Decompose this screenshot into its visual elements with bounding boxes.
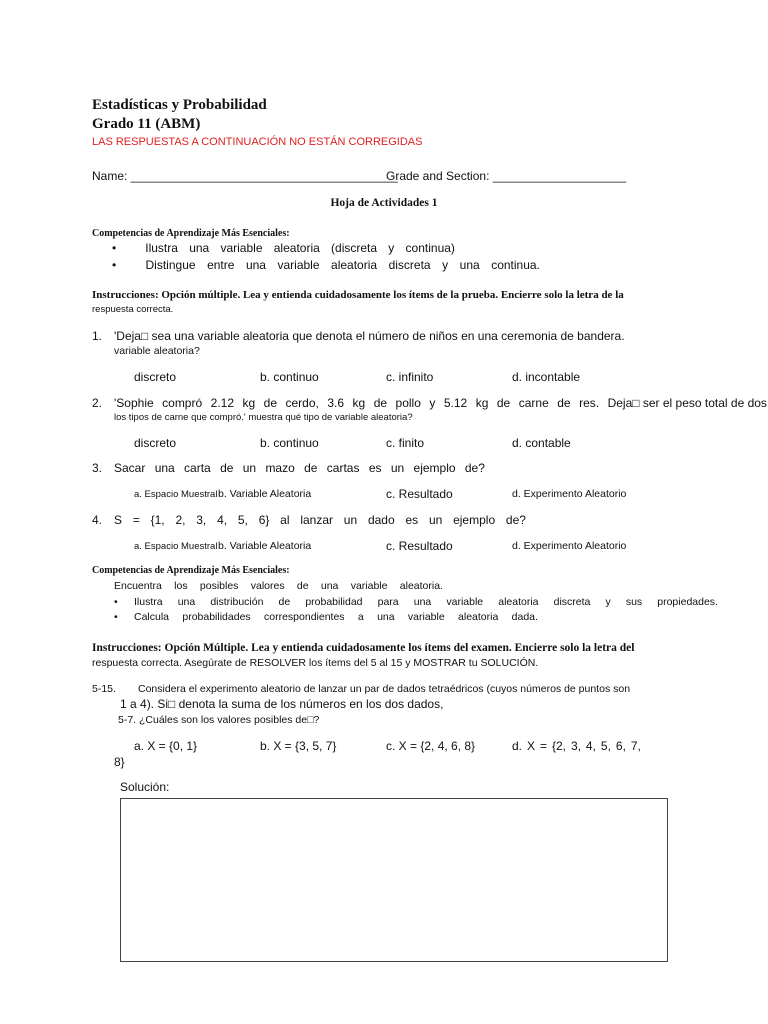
bullet-word: variable [277, 258, 320, 272]
option-d[interactable]: d. Experimento Aleatorio [512, 540, 627, 552]
competency-bullet-3 [134, 596, 718, 608]
word: probabilidades [182, 611, 251, 623]
competencies-heading-1: Competencias de Aprendizaje Más Esenciales: [92, 228, 290, 239]
bullet-word: continua) [405, 241, 455, 255]
option-c[interactable]: c. finito [386, 436, 425, 450]
question-number: 1. [92, 329, 103, 343]
word: X [526, 739, 535, 753]
option-b[interactable]: b. Variable Aleatoria [218, 488, 312, 500]
word: kg [242, 396, 256, 410]
word: ejemplo [413, 461, 456, 475]
document-title: Estadísticas y Probabilidad [92, 97, 267, 113]
competency-bullet-4 [134, 611, 538, 623]
bullet-word: una [189, 241, 210, 255]
word: para [377, 596, 399, 608]
option-d[interactable]: d. Experimento Aleatorio [512, 488, 627, 500]
bullet-word: discreta [388, 258, 431, 272]
word: kg [352, 396, 366, 410]
word: propiedades. [657, 596, 718, 608]
word: posibles [199, 580, 239, 592]
word: valores [250, 580, 285, 592]
sub-question: 5-7. ¿Cuáles son los valores posibles de□? [118, 714, 320, 726]
word: pollo [395, 396, 421, 410]
question-number: 3. [92, 461, 103, 475]
word: variable [446, 596, 484, 608]
question-4-text [114, 513, 526, 527]
word: variable [407, 611, 445, 623]
question-1-text: 'Deja□ sea una variable aleatoria que denota el número de niños en una ceremonia de bandera. [114, 329, 625, 343]
word: Encuentra [114, 580, 162, 592]
word: sus [625, 596, 643, 608]
word: dado [367, 513, 395, 527]
word: aleatoria [458, 611, 499, 623]
word: es [368, 461, 382, 475]
question-number: 4. [92, 513, 103, 527]
word: y [605, 596, 611, 608]
sheet-title: Hoja de Actividades 1 [330, 197, 438, 209]
word: kg [475, 396, 489, 410]
option-b[interactable]: b. X = {3, 5, 7} [260, 739, 337, 753]
word: cerdo, [285, 396, 319, 410]
word: lanzar [300, 513, 333, 527]
word: Calcula [134, 611, 170, 623]
word: distribución [210, 596, 264, 608]
word: 'Sophie [114, 396, 154, 410]
option-c[interactable]: c. X = {2, 4, 6, 8} [386, 739, 476, 753]
word: 2.12 [210, 396, 234, 410]
problem-text-cont: 1 a 4). Si□ denota la suma de los números en los dos dados, [120, 697, 444, 711]
instructions-1-cont: respuesta correcta. [92, 304, 174, 315]
bullet-dot: • [114, 596, 118, 608]
document-subtitle: Grado 11 (ABM) [92, 116, 201, 132]
word: S [114, 513, 123, 527]
problem-number: 5-15. [92, 683, 116, 695]
word: d. [512, 739, 523, 753]
warning-note: LAS RESPUESTAS A CONTINUACIÓN NO ESTÁN CORREGIDAS [92, 136, 423, 148]
option-c[interactable]: c. Resultado [386, 539, 453, 553]
question-1-text-cont: variable aleatoria? [114, 345, 200, 357]
instructions-1: Instrucciones: Opción múltiple. Lea y entienda cuidadosamente los ítems de la prueba. Encierre solo la letra de la [92, 289, 624, 301]
word: 2, [175, 513, 186, 527]
word: Sacar [114, 461, 146, 475]
solution-box[interactable] [120, 798, 668, 962]
word: 7, [630, 739, 641, 753]
word: un [428, 513, 443, 527]
word: Deja□ ser el peso total de dos [607, 396, 767, 410]
bullet-word: variable [220, 241, 263, 255]
word: una [154, 461, 175, 475]
option-d-wrap: 8} [114, 755, 125, 769]
bullet-word: Ilustra [145, 241, 178, 255]
bullet-word: aleatoria [273, 241, 320, 255]
word: y [429, 396, 436, 410]
competencies-heading-2: Competencias de Aprendizaje Más Esenciales: [92, 565, 290, 576]
bullet-word: y [442, 258, 449, 272]
option-d[interactable]: d. contable [512, 436, 571, 450]
word: cartas [326, 461, 360, 475]
bullet-word: una [459, 258, 480, 272]
word: una [320, 580, 339, 592]
solution-label: Solución: [120, 780, 170, 794]
word: Ilustra [134, 596, 163, 608]
option-a[interactable]: discreto [134, 436, 177, 450]
option-b[interactable]: b. Variable Aleatoria [218, 540, 312, 552]
option-a[interactable]: a. Espacio Muestral [134, 489, 218, 500]
option-c[interactable]: c. infinito [386, 370, 434, 384]
word: de [557, 396, 571, 410]
question-2-text-cont: los tipos de carne que compró.' muestra qué tipo de variable aleatoria? [114, 412, 413, 423]
option-a[interactable]: a. Espacio Muestral [134, 541, 218, 552]
instructions-2: Instrucciones: Opción Múltiple. Lea y entienda cuidadosamente los ítems del examen. Encierre solo la letra del [92, 642, 635, 654]
bullet-word: Distingue [145, 258, 196, 272]
word: una [413, 596, 432, 608]
word: los [174, 580, 188, 592]
word: un [390, 461, 405, 475]
word: un [343, 513, 358, 527]
word: una [377, 611, 395, 623]
word: = [539, 739, 547, 753]
word: aleatoria [498, 596, 539, 608]
option-b[interactable]: b. continuo [260, 370, 319, 384]
word: 5.12 [443, 396, 468, 410]
option-a[interactable]: a. X = {0, 1} [134, 739, 198, 753]
question-3-text [114, 461, 485, 475]
word: 3, [196, 513, 207, 527]
option-b[interactable]: b. continuo [260, 436, 319, 450]
word: probabilidad [305, 596, 363, 608]
competency-bullet-2 [134, 258, 540, 272]
word: a [357, 611, 364, 623]
word: {2, [551, 739, 566, 753]
word: 5, [600, 739, 611, 753]
word: 6, [615, 739, 626, 753]
bullet-word: (discreta [331, 241, 378, 255]
word: aleatoria. [399, 580, 443, 592]
instructions-2-cont: respuesta correcta. Asegúrate de RESOLVER los ítems del 5 al 15 y MOSTRAR tu SOLUCIÓN. [92, 657, 539, 669]
word: de [304, 461, 318, 475]
word: carne [518, 396, 549, 410]
word: {1, [150, 513, 165, 527]
word: variable [350, 580, 388, 592]
word: al [280, 513, 290, 527]
option-d[interactable]: d. incontable [512, 370, 581, 384]
bullet-word: aleatoria [331, 258, 378, 272]
word: de [278, 596, 291, 608]
word: dada. [511, 611, 538, 623]
word: de [373, 396, 388, 410]
word: correspondientes [264, 611, 345, 623]
word: = [132, 513, 140, 527]
word: 6} [258, 513, 270, 527]
word: 4, [217, 513, 228, 527]
word: es [405, 513, 419, 527]
question-2-text [114, 396, 767, 410]
problem-text: Considera el experimento aleatorio de lanzar un par de dados tetraédricos (cuyos números de puntos son [138, 683, 631, 695]
word: de? [464, 461, 485, 475]
word: un [242, 461, 257, 475]
word: 5, [237, 513, 248, 527]
competency-bullet-1 [134, 241, 455, 255]
bullet-word: continua. [491, 258, 540, 272]
word: carta [184, 461, 211, 475]
word: 3.6 [327, 396, 345, 410]
word: de [296, 580, 309, 592]
question-number: 2. [92, 396, 103, 410]
grade-section-field-label: Grade and Section: ____________________ [386, 169, 627, 183]
word: 3, [570, 739, 581, 753]
word: de [220, 461, 234, 475]
word: una [177, 596, 196, 608]
bullet-word: entre [207, 258, 235, 272]
bullet-word: una [245, 258, 266, 272]
word: compró [162, 396, 203, 410]
option-c[interactable]: c. Resultado [386, 487, 453, 501]
word: de? [505, 513, 526, 527]
word: res. [579, 396, 600, 410]
word: discreta [553, 596, 591, 608]
word: de [496, 396, 511, 410]
option-d[interactable] [512, 739, 641, 753]
word: 4, [585, 739, 596, 753]
bullet-word: y [388, 241, 395, 255]
competency-plain-line [114, 580, 443, 592]
word: mazo [265, 461, 295, 475]
bullet-dot: • [114, 611, 118, 623]
option-a[interactable]: discreto [134, 370, 177, 384]
name-field-label: Name: ________________________________________ [92, 169, 398, 183]
word: de [263, 396, 278, 410]
word: ejemplo [453, 513, 496, 527]
